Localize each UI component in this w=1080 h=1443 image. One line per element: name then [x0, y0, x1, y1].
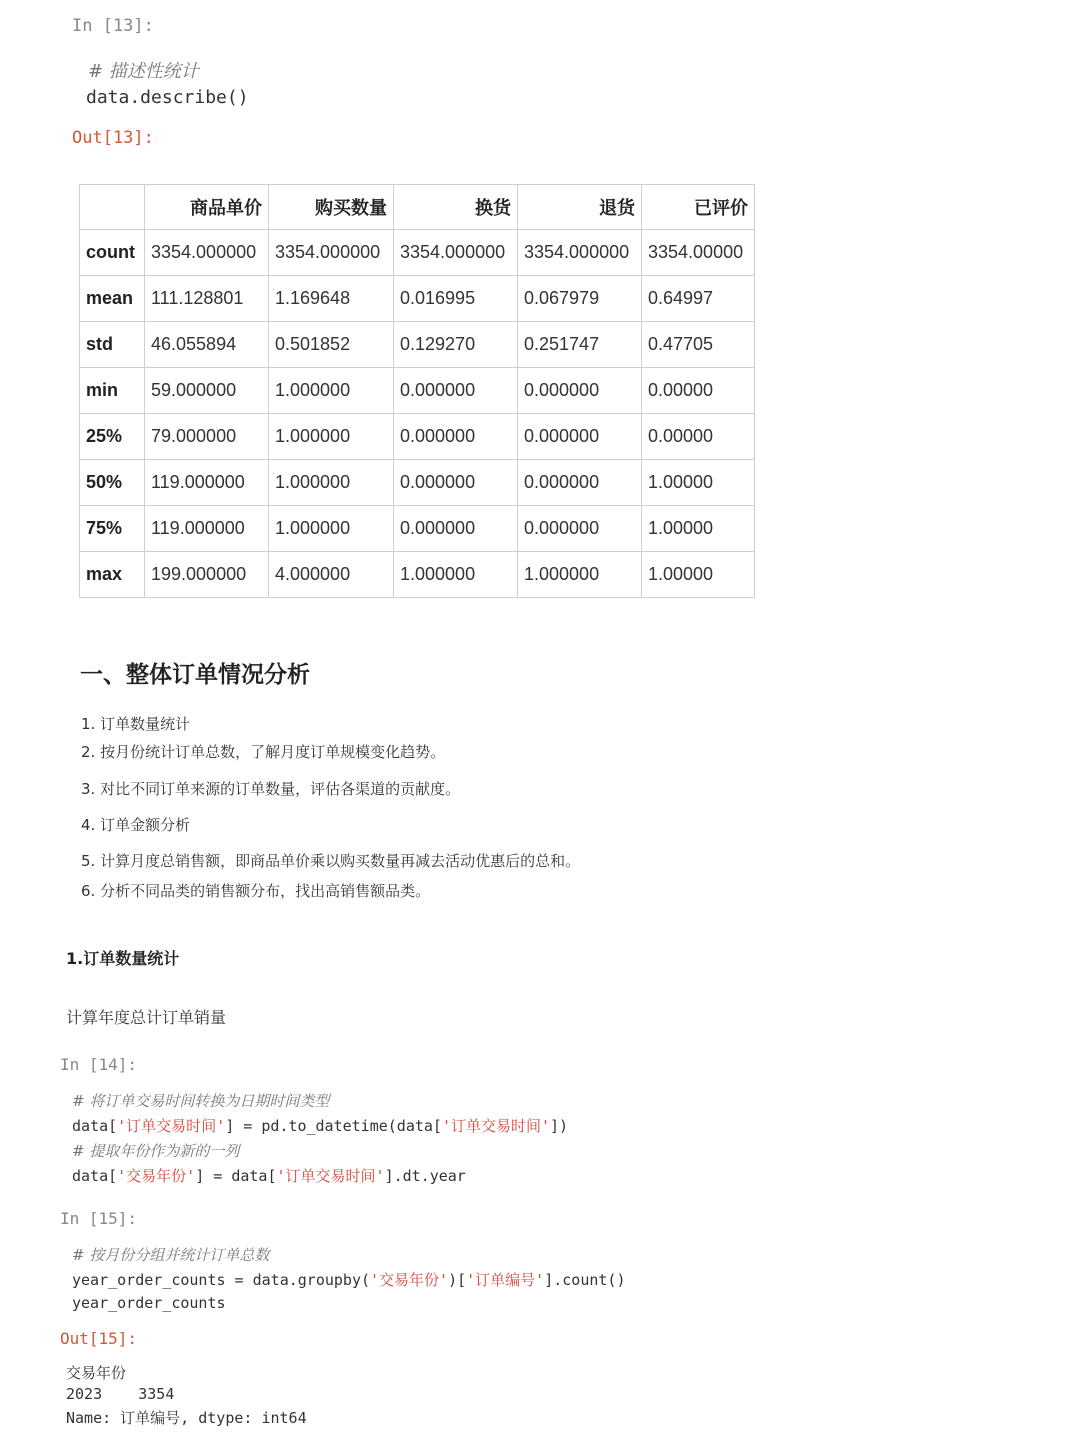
- table-cell: 0.129270: [394, 322, 518, 368]
- subsection-heading: 1.订单数量统计: [66, 949, 180, 968]
- cell-15-out-prompt: Out[15]:: [60, 1329, 138, 1348]
- table-cell: 1.00000: [642, 460, 755, 506]
- table-header-exchange: 换货: [394, 185, 518, 230]
- table-row: [80, 506, 755, 552]
- table-cell: 0.000000: [394, 506, 518, 552]
- table-cell: 79.000000: [145, 414, 269, 460]
- table-cell: 0.00000: [642, 368, 755, 414]
- table-cell: 3354.000000: [269, 230, 394, 276]
- cell-14-comment-1: # 将订单交易时间转换为日期时间类型: [72, 1092, 330, 1110]
- table-cell: 199.000000: [145, 552, 269, 598]
- table-header-reviewed: 已评价: [642, 185, 755, 230]
- table-cell: 1.00000: [642, 506, 755, 552]
- table-cell: 119.000000: [145, 460, 269, 506]
- table-cell: 1.000000: [394, 552, 518, 598]
- row-label: max: [80, 552, 145, 598]
- table-cell: 1.000000: [269, 414, 394, 460]
- cell-13-comment: # 描述性统计: [88, 61, 199, 82]
- table-cell: 119.000000: [145, 506, 269, 552]
- table-cell: 0.000000: [518, 414, 642, 460]
- table-row: [80, 414, 755, 460]
- list-item: 6. 分析不同品类的销售额分布，找出高销售额品类。: [81, 882, 431, 900]
- row-label: mean: [80, 276, 145, 322]
- table-cell: 0.47705: [642, 322, 755, 368]
- cell-15-line-1[interactable]: year_order_counts = data.groupby('交易年份')['订单编号'].count(): [72, 1271, 626, 1289]
- table-cell: 1.00000: [642, 552, 755, 598]
- cell-14-comment-2: # 提取年份作为新的一列: [72, 1142, 240, 1160]
- table-header-return: 退货: [518, 185, 642, 230]
- describe-table: [79, 184, 755, 598]
- row-label: 50%: [80, 460, 145, 506]
- cell-14-prompt: In [14]:: [60, 1055, 138, 1074]
- cell-14-line-2[interactable]: data['交易年份'] = data['订单交易时间'].dt.year: [72, 1167, 466, 1185]
- table-cell: 0.016995: [394, 276, 518, 322]
- table-row: [80, 322, 755, 368]
- table-row: [80, 276, 755, 322]
- list-item: 2. 按月份统计订单总数，了解月度订单规模变化趋势。: [81, 743, 446, 761]
- table-cell: 46.055894: [145, 322, 269, 368]
- table-cell: 111.128801: [145, 276, 269, 322]
- table-cell: 0.64997: [642, 276, 755, 322]
- list-item: 1. 订单数量统计: [81, 715, 191, 733]
- table-cell: 3354.000000: [394, 230, 518, 276]
- table-cell: 0.000000: [518, 460, 642, 506]
- cell-15-prompt: In [15]:: [60, 1209, 138, 1228]
- cell-14-line-1[interactable]: data['订单交易时间'] = pd.to_datetime(data['订单交易时间']): [72, 1117, 569, 1135]
- row-label: min: [80, 368, 145, 414]
- section-paragraph: 计算年度总计订单销量: [66, 1008, 227, 1027]
- cell-15-line-2[interactable]: year_order_counts: [72, 1294, 226, 1312]
- table-row: [80, 460, 755, 506]
- cell-13-out-prompt: Out[13]:: [72, 128, 154, 148]
- table-cell: 59.000000: [145, 368, 269, 414]
- cell-13-prompt: In [13]:: [72, 16, 154, 36]
- row-label: count: [80, 230, 145, 276]
- table-row: [80, 552, 755, 598]
- table-cell: 1.169648: [269, 276, 394, 322]
- table-cell: 0.000000: [394, 368, 518, 414]
- table-cell: 1.000000: [269, 460, 394, 506]
- row-label: std: [80, 322, 145, 368]
- table-cell: 3354.000000: [145, 230, 269, 276]
- row-label: 75%: [80, 506, 145, 552]
- table-cell: 0.000000: [518, 506, 642, 552]
- table-cell: 1.000000: [518, 552, 642, 598]
- list-item: 3. 对比不同订单来源的订单数量，评估各渠道的贡献度。: [81, 780, 461, 798]
- cell-15-output-row: 2023 3354: [66, 1385, 175, 1403]
- table-cell: 0.251747: [518, 322, 642, 368]
- table-cell: 0.000000: [518, 368, 642, 414]
- list-item: 4. 订单金额分析: [81, 816, 191, 834]
- table-cell: 1.000000: [269, 368, 394, 414]
- table-header-index: [80, 185, 145, 230]
- table-cell: 0.067979: [518, 276, 642, 322]
- cell-15-output-index-name: 交易年份: [66, 1364, 127, 1382]
- table-header-quantity: 购买数量: [269, 185, 394, 230]
- table-row: [80, 368, 755, 414]
- table-cell: 4.000000: [269, 552, 394, 598]
- table-header-price: 商品单价: [145, 185, 269, 230]
- table-cell: 3354.00000: [642, 230, 755, 276]
- table-cell: 0.501852: [269, 322, 394, 368]
- table-row: [80, 230, 755, 276]
- cell-13-code[interactable]: data.describe(): [86, 87, 249, 108]
- list-item: 5. 计算月度总销售额，即商品单价乘以购买数量再减去活动优惠后的总和。: [81, 852, 581, 870]
- section-heading: 一、整体订单情况分析: [80, 662, 310, 688]
- table-cell: 0.00000: [642, 414, 755, 460]
- cell-15-comment: # 按月份分组并统计订单总数: [72, 1246, 270, 1264]
- table-cell: 0.000000: [394, 414, 518, 460]
- table-cell: 3354.000000: [518, 230, 642, 276]
- table-cell: 0.000000: [394, 460, 518, 506]
- cell-15-output-dtype: Name: 订单编号, dtype: int64: [66, 1409, 307, 1427]
- table-cell: 1.000000: [269, 506, 394, 552]
- row-label: 25%: [80, 414, 145, 460]
- table-header-row: [80, 185, 755, 230]
